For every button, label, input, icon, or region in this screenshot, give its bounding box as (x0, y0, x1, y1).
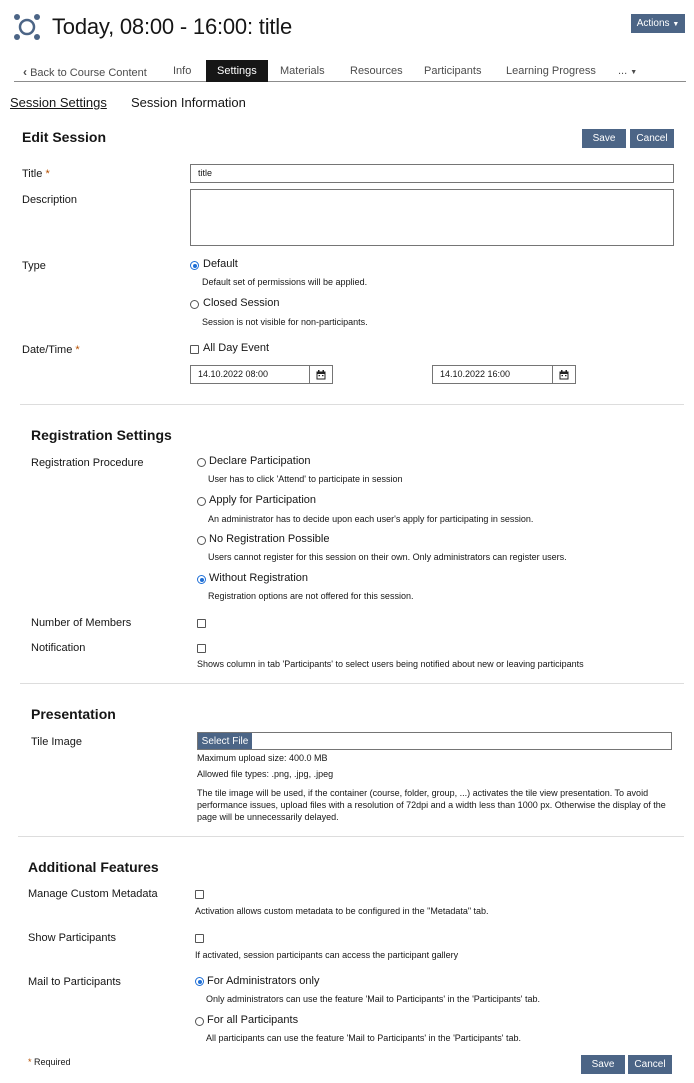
without-registration-hint: Registration options are not offered for this session. (208, 591, 414, 601)
no-registration-label: No Registration Possible (209, 533, 330, 545)
tab-more[interactable] (618, 65, 637, 77)
cancel-button[interactable]: Cancel (630, 129, 674, 148)
footer-save-button[interactable]: Save (581, 1055, 625, 1074)
required-note (28, 1057, 71, 1067)
no-registration-radio[interactable] (197, 536, 206, 545)
mail-admins-label: For Administrators only (207, 975, 320, 987)
show-participants-checkbox[interactable] (195, 934, 204, 943)
number-of-members-label: Number of Members (31, 617, 132, 629)
tab-back[interactable] (23, 65, 147, 79)
save-button[interactable]: Save (582, 129, 626, 148)
tab-resources[interactable]: Resources (350, 65, 403, 77)
show-participants-hint: If activated, session participants can access the participant gallery (195, 950, 459, 960)
type-closed-hint: Session is not visible for non-participants. (202, 317, 368, 327)
declare-participation-radio[interactable] (197, 458, 206, 467)
type-closed-label: Closed Session (203, 297, 280, 309)
apply-participation-radio[interactable] (197, 497, 206, 506)
presentation-heading: Presentation (31, 706, 116, 722)
footer-cancel-button[interactable]: Cancel (628, 1055, 672, 1074)
required-note-text: Required (34, 1057, 71, 1067)
custom-metadata-hint: Activation allows custom metadata to be configured in the "Metadata" tab. (195, 906, 489, 916)
tab-bar (14, 60, 686, 82)
show-participants-label: Show Participants (28, 932, 117, 944)
select-file-button[interactable]: Select File (198, 733, 252, 749)
number-of-members-checkbox[interactable] (197, 619, 206, 628)
end-datetime-input[interactable]: 14.10.2022 16:00 (432, 365, 553, 384)
notification-label: Notification (31, 642, 86, 654)
registration-heading: Registration Settings (31, 427, 172, 443)
type-default-hint: Default set of permissions will be applied. (202, 277, 368, 287)
end-calendar-button[interactable] (552, 365, 576, 384)
declare-participation-label: Declare Participation (209, 455, 311, 467)
actions-label: Actions (636, 18, 670, 29)
edit-session-heading: Edit Session (22, 129, 107, 145)
tab-participants[interactable]: Participants (424, 65, 482, 77)
mail-all-label: For all Participants (207, 1014, 299, 1026)
required-mark: * (45, 168, 50, 180)
calendar-icon (559, 370, 569, 380)
all-day-checkbox[interactable] (190, 345, 199, 354)
divider (20, 404, 684, 405)
mail-admins-hint: Only administrators can use the feature 'Mail to Participants' in the 'Participants' tab. (206, 994, 541, 1004)
type-default-radio[interactable] (190, 261, 199, 270)
mail-all-hint: All participants can use the feature 'Mail to Participants' in the 'Participants' tab. (206, 1033, 522, 1043)
calendar-icon (316, 370, 326, 380)
start-datetime-input[interactable]: 14.10.2022 08:00 (190, 365, 310, 384)
title-label (22, 168, 50, 180)
datetime-label-text: Date/Time (22, 344, 73, 356)
caret-down-icon: ▼ (672, 21, 680, 28)
declare-participation-hint: User has to click 'Attend' to participate in session (208, 474, 403, 484)
tab-back-label: Back to Course Content (30, 67, 147, 79)
required-mark: * (75, 344, 80, 356)
divider (18, 836, 684, 837)
tile-image-hint: The tile image will be used, if the container (course, folder, group, ...) activates the tile view presentation. To avoid performance issues, upload files with a resolution of 72dpi and a width less than 1000 px. Otherwise the display of the page will be unnecessarily delayed. (197, 788, 666, 822)
tab-learning-progress[interactable]: Learning Progress (506, 65, 596, 77)
notification-hint: Shows column in tab 'Participants' to select users being notified about new or leaving participants (197, 659, 584, 669)
file-input[interactable] (197, 732, 672, 750)
subtab-session-information[interactable]: Session Information (131, 95, 246, 110)
tab-settings[interactable]: Settings (206, 60, 268, 82)
page-title: Today, 08:00 - 16:00: title (52, 14, 293, 39)
mail-all-radio[interactable] (195, 1017, 204, 1026)
title-label-text: Title (22, 168, 43, 180)
chevron-left-icon: ‹ (23, 65, 27, 79)
notification-checkbox[interactable] (197, 644, 206, 653)
divider (20, 683, 684, 684)
caret-down-icon: ▼ (630, 69, 638, 76)
required-mark: * (28, 1057, 32, 1067)
file-types-text: Allowed file types: .png, .jpg, .jpeg (197, 769, 334, 779)
description-label: Description (22, 194, 78, 206)
custom-metadata-label: Manage Custom Metadata (28, 888, 158, 900)
type-closed-radio[interactable] (190, 300, 199, 309)
registration-procedure-label: Registration Procedure (31, 457, 144, 469)
without-registration-label: Without Registration (209, 572, 309, 584)
mail-participants-label: Mail to Participants (28, 976, 121, 988)
all-day-label: All Day Event (203, 342, 270, 354)
no-registration-hint: Users cannot register for this session on their own. Only administrators can register users. (208, 552, 567, 562)
tile-image-label: Tile Image (31, 736, 82, 748)
max-upload-text: Maximum upload size: 400.0 MB (197, 753, 328, 763)
tab-info[interactable]: Info (173, 65, 192, 77)
session-icon (13, 13, 41, 44)
apply-participation-hint: An administrator has to decide upon each user's apply for participating in session. (208, 514, 534, 524)
type-default-label: Default (203, 258, 238, 270)
custom-metadata-checkbox[interactable] (195, 890, 204, 899)
title-input[interactable]: title (190, 164, 674, 183)
type-label: Type (22, 260, 46, 272)
without-registration-radio[interactable] (197, 575, 206, 584)
mail-admins-radio[interactable] (195, 977, 204, 986)
tab-more-label: ... (618, 65, 628, 77)
datetime-label (22, 344, 80, 356)
description-textarea[interactable] (190, 189, 674, 246)
actions-button[interactable] (631, 14, 685, 33)
tab-materials[interactable]: Materials (280, 65, 325, 77)
subtab-session-settings[interactable]: Session Settings (10, 95, 107, 110)
start-calendar-button[interactable] (309, 365, 333, 384)
additional-features-heading: Additional Features (28, 859, 159, 875)
apply-participation-label: Apply for Participation (209, 494, 316, 506)
